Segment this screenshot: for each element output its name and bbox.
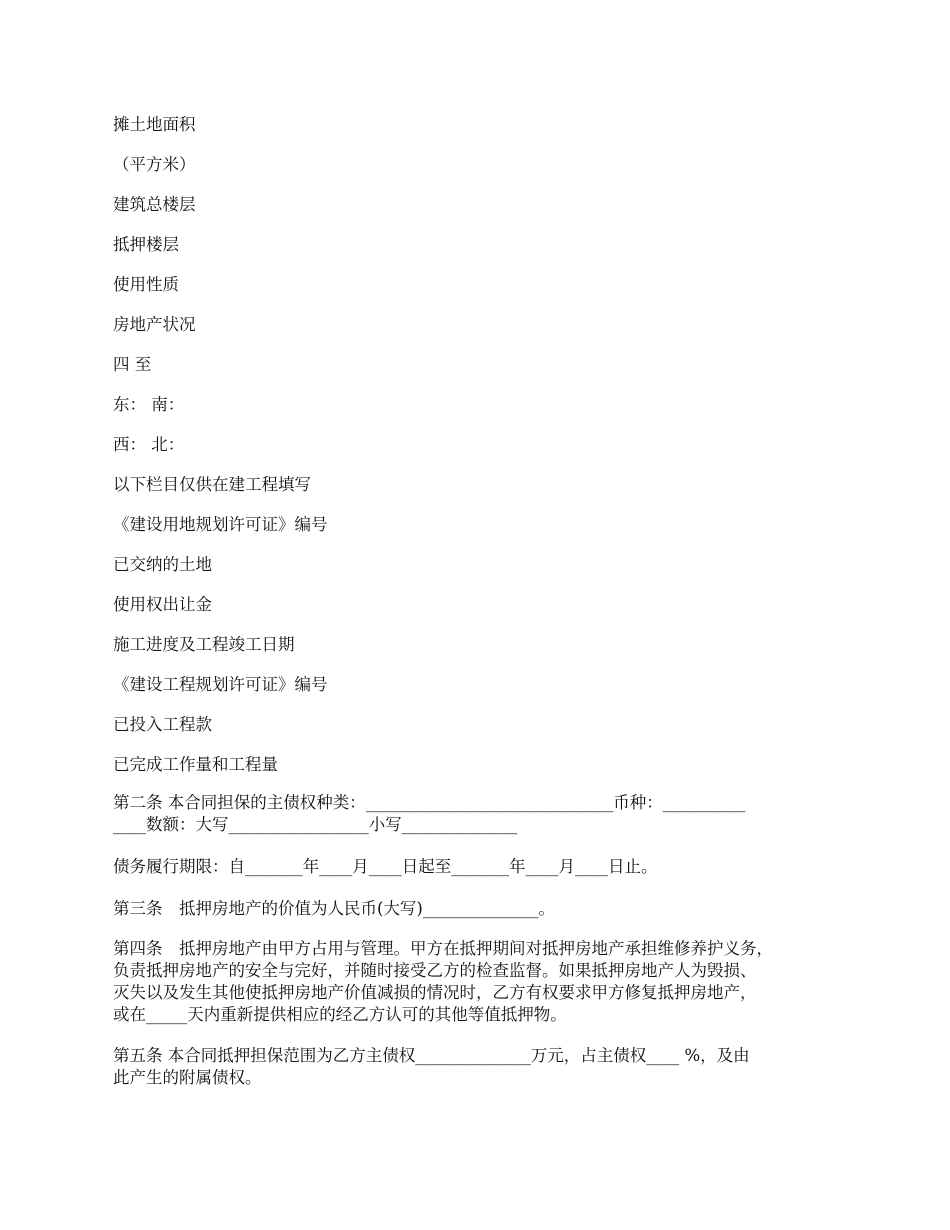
field-property-status: 房地产状况	[113, 315, 196, 334]
field-engineering-planning-permit: 《建设工程规划许可证》编号	[113, 675, 328, 694]
article-2-line-2: ____数额：大写_________________小写______________	[113, 815, 518, 834]
field-land-planning-permit: 《建设用地规划许可证》编号	[113, 515, 328, 534]
field-land-transfer-fee: 使用权出让金	[113, 595, 212, 614]
article-4	[113, 938, 843, 1026]
article-4-line-1: 第四条 抵押房地产由甲方占用与管理。甲方在抵押期间对抵押房地产承担维修养护义务，	[113, 939, 773, 958]
article-4-line-2: 负责抵押房地产的安全与完好，并随时接受乙方的检查监督。如果抵押房地产人为毁损、	[113, 961, 757, 980]
field-completed-work: 已完成工作量和工程量	[113, 755, 278, 774]
debt-term	[113, 856, 843, 878]
field-west-north: 西： 北：	[113, 435, 185, 454]
field-east-south: 东： 南：	[113, 395, 185, 414]
article-4-line-3: 灭失以及发生其他使抵押房地产价值减损的情况时，乙方有权要求甲方修复抵押房地产，	[113, 983, 757, 1002]
article-2	[113, 792, 843, 836]
article-5-line-1: 第五条 本合同抵押担保范围为乙方主债权______________万元，占主债权____ %，及由	[113, 1046, 750, 1065]
field-paid-land: 已交纳的土地	[113, 555, 212, 574]
debt-term-line: 债务履行期限：自_______年____月____日起至_______年____月____日止。	[113, 857, 658, 876]
article-2-line-1: 第二条 本合同担保的主债权种类：______________________________币种：__________	[113, 793, 746, 812]
field-invested-funds: 已投入工程款	[113, 715, 212, 734]
field-usage: 使用性质	[113, 275, 179, 294]
field-boundaries: 四 至	[113, 355, 152, 374]
field-mortgage-floor: 抵押楼层	[113, 235, 179, 254]
field-land-area: 摊土地面积	[113, 115, 196, 134]
article-5-line-2: 此产生的附属债权。	[113, 1068, 262, 1087]
article-3	[113, 898, 843, 920]
field-total-floors: 建筑总楼层	[113, 195, 196, 214]
field-construction-progress: 施工进度及工程竣工日期	[113, 635, 295, 654]
article-5	[113, 1045, 843, 1089]
field-square-meters: （平方米）	[113, 155, 196, 174]
article-3-line: 第三条 抵押房地产的价值为人民币(大写)______________。	[113, 899, 555, 918]
article-4-line-4: 或在_____天内重新提供相应的经乙方认可的其他等值抵押物。	[113, 1005, 567, 1024]
note-construction-only: 以下栏目仅供在建工程填写	[113, 475, 311, 494]
